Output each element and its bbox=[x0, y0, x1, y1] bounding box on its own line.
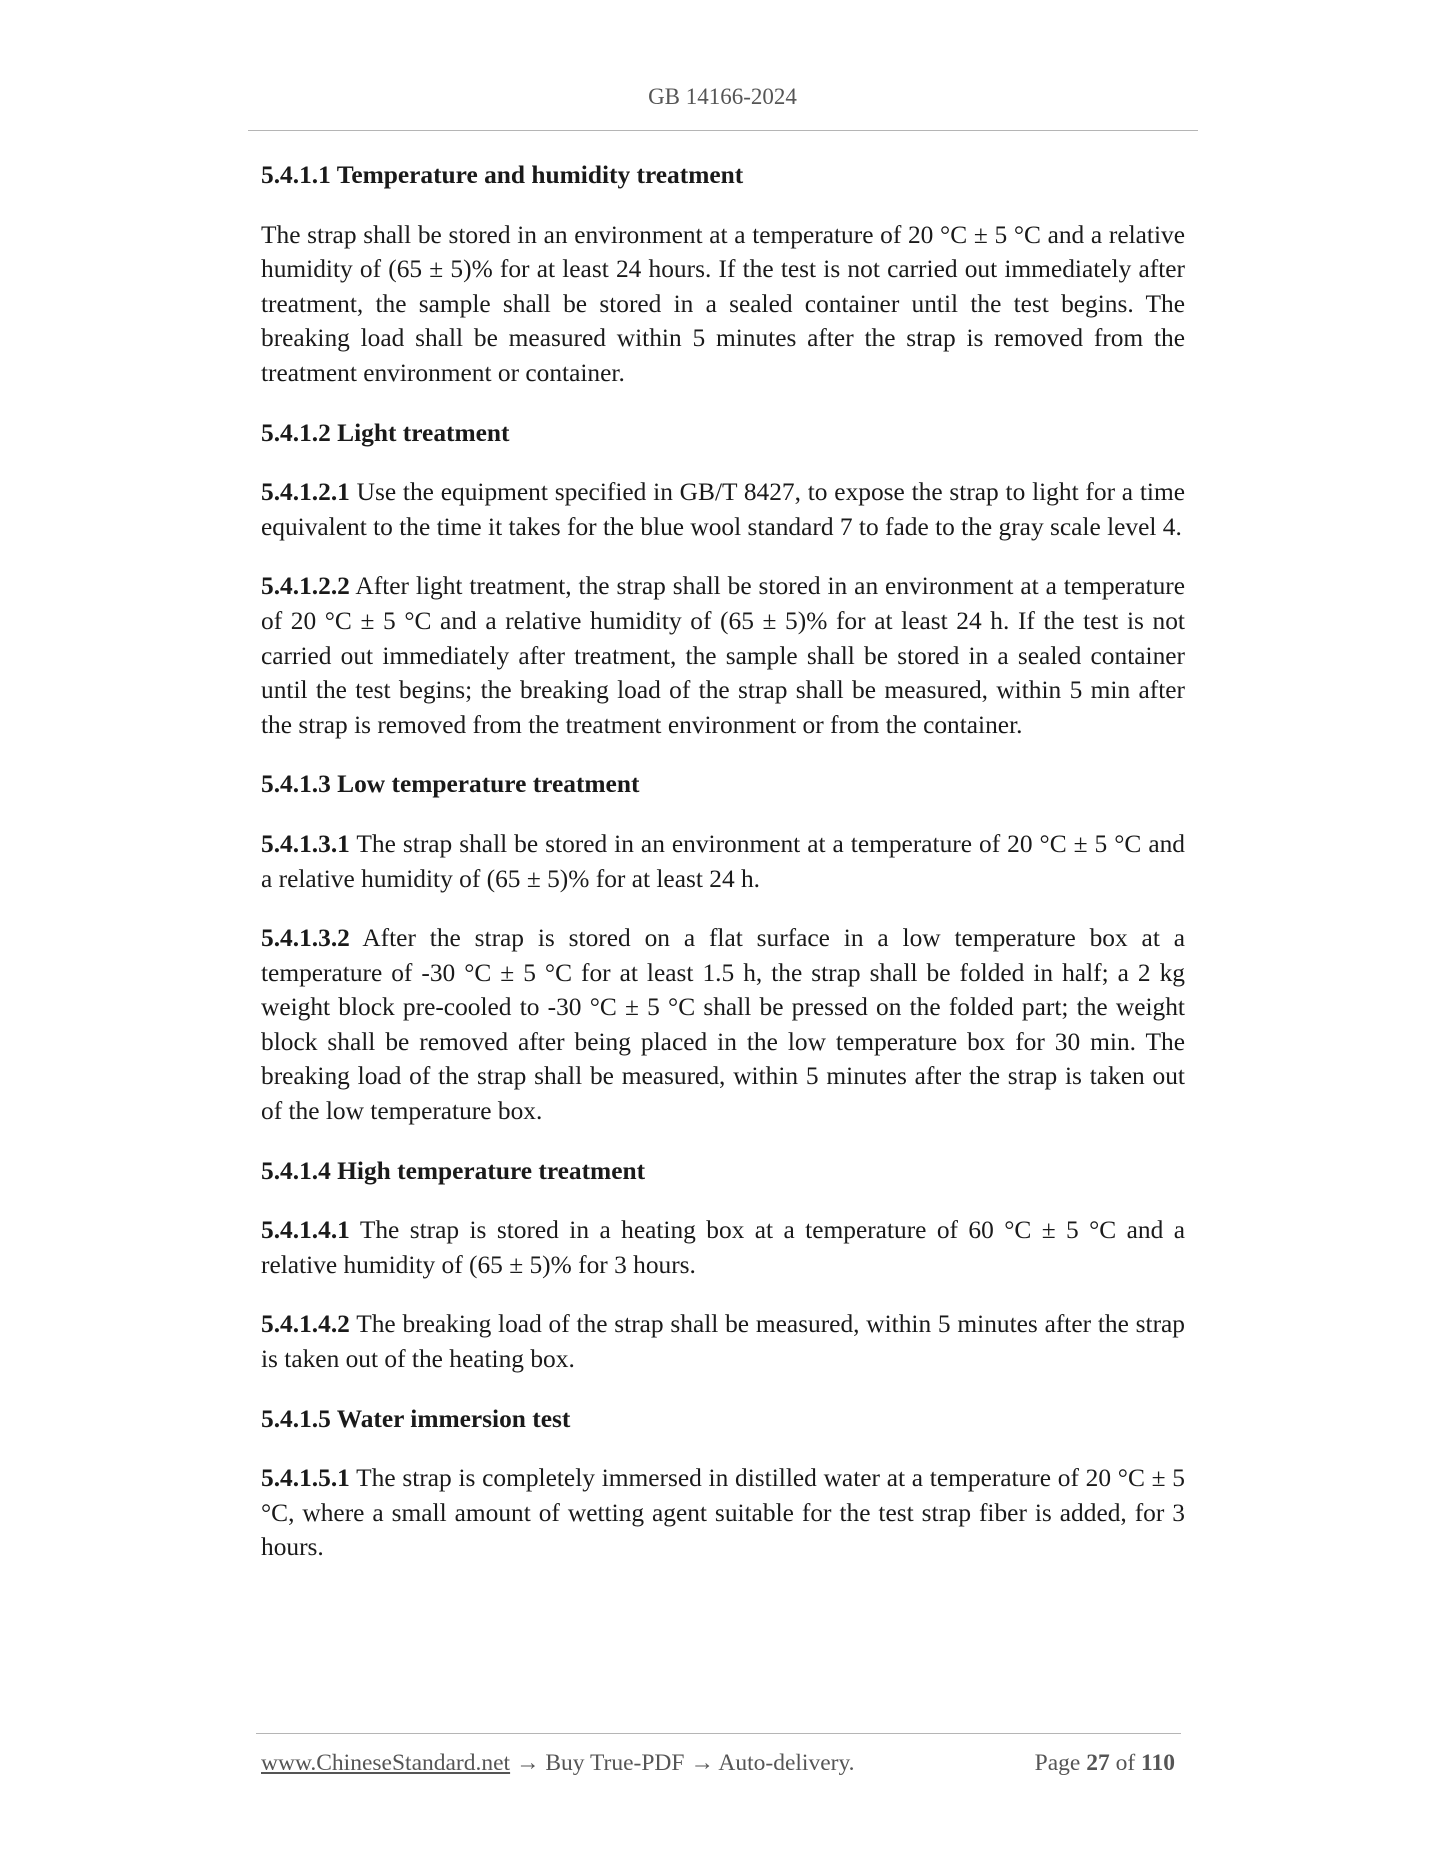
section-heading-5-4-1-2: 5.4.1.2 Light treatment bbox=[261, 418, 510, 447]
paragraph-5-4-1-2-2 bbox=[261, 569, 1185, 742]
section-heading-5-4-1-5: 5.4.1.5 Water immersion test bbox=[261, 1404, 571, 1433]
clause-text: The strap is completely immersed in distilled water at a temperature of 20 °C ± 5 °C, where a small amount of wetting agent suitable for the test strap fiber is added, for 3 hours. bbox=[261, 1464, 1185, 1562]
clause-number: 5.4.1.4.2 bbox=[261, 1310, 350, 1339]
clause-number: 5.4.1.5.1 bbox=[261, 1464, 350, 1493]
chinesestandard-link[interactable]: www.ChineseStandard.net bbox=[261, 1750, 511, 1776]
clause-text: Use the equipment specified in GB/T 8427, to expose the strap to light for a time equivalent to the time it takes for the blue wool standard 7 to fade to the gray scale level 4. bbox=[261, 478, 1185, 541]
page-header-title: GB 14166-2024 bbox=[648, 84, 797, 109]
clause-number: 5.4.1.2.2 bbox=[261, 572, 350, 601]
clause-number: 5.4.1.3.2 bbox=[261, 924, 350, 953]
paragraph-5-4-1-3-1 bbox=[261, 827, 1185, 896]
section-heading-5-4-1-1: 5.4.1.1 Temperature and humidity treatment bbox=[261, 161, 744, 189]
footer-promo-text: → Buy True-PDF → Auto-delivery. bbox=[510, 1750, 855, 1776]
paragraph-5-4-1-1: The strap shall be stored in an environment at a temperature of 20 °C ± 5 °C and a relative humidity of (65 ± 5)% for at least 24 hours. If the test is not carried out immediately after treatment, the sample shall be stored in a sealed container until the test begins. The breaking load shall be measured within 5 minutes after the strap is removed from the treatment environment or container. bbox=[261, 220, 1185, 387]
clause-text: After light treatment, the strap shall be stored in an environment at a temperature of 20 °C ± 5 °C and a relative humidity of (65 ± 5)% for at least 24 h. If the test is not carried out immediately after treatment, the sample shall be stored in a sealed container until the test begins; the breaking load of the strap shall be measured, within 5 min after the strap is removed from the treatment environment or from the container. bbox=[261, 572, 1185, 739]
clause-text: The strap is stored in a heating box at a temperature of 60 °C ± 5 °C and a relative humidity of (65 ± 5)% for 3 hours. bbox=[261, 1216, 1185, 1279]
clause-number: 5.4.1.2.1 bbox=[261, 478, 350, 507]
clause-text: The strap shall be stored in an environment at a temperature of 20 °C ± 5 °C and a relative humidity of (65 ± 5)% for at least 24 h. bbox=[261, 829, 1185, 893]
paragraph-5-4-1-2-1 bbox=[261, 475, 1185, 544]
total-pages: 110 bbox=[1141, 1750, 1175, 1776]
of-label: of bbox=[1109, 1750, 1142, 1776]
clause-text: The breaking load of the strap shall be measured, within 5 minutes after the strap is taken out of the heating box. bbox=[261, 1310, 1185, 1374]
clause-number: 5.4.1.4.1 bbox=[261, 1216, 350, 1245]
footer-divider bbox=[256, 1733, 1181, 1734]
header-divider bbox=[248, 130, 1198, 131]
page-number: 27 bbox=[1086, 1750, 1110, 1776]
document-body bbox=[261, 158, 1185, 1590]
page-indicator bbox=[1035, 1750, 1175, 1777]
section-heading-5-4-1-3: 5.4.1.3 Low temperature treatment bbox=[261, 770, 640, 799]
section-heading-5-4-1-4: 5.4.1.4 High temperature treatment bbox=[261, 1156, 646, 1185]
paragraph-5-4-1-5-1 bbox=[261, 1461, 1185, 1565]
footer-promo bbox=[261, 1750, 855, 1777]
clause-text: After the strap is stored on a flat surface in a low temperature box at a temperature of -30 °C ± 5 °C for at least 1.5 h, the strap shall be folded in half; a 2 kg weight block pre-cooled to -30 °C ± 5 °C shall be pressed on the folded part; the weight block shall be removed after being placed in the low temperature box for 30 min. The breaking load of the strap shall be measured, within 5 minutes after the strap is taken out of the low temperature box. bbox=[261, 924, 1185, 1126]
paragraph-5-4-1-3-2 bbox=[261, 921, 1185, 1129]
paragraph-5-4-1-4-1 bbox=[261, 1213, 1185, 1282]
clause-number: 5.4.1.3.1 bbox=[261, 829, 350, 858]
paragraph-5-4-1-4-2 bbox=[261, 1307, 1185, 1376]
page-label: Page bbox=[1034, 1750, 1087, 1776]
